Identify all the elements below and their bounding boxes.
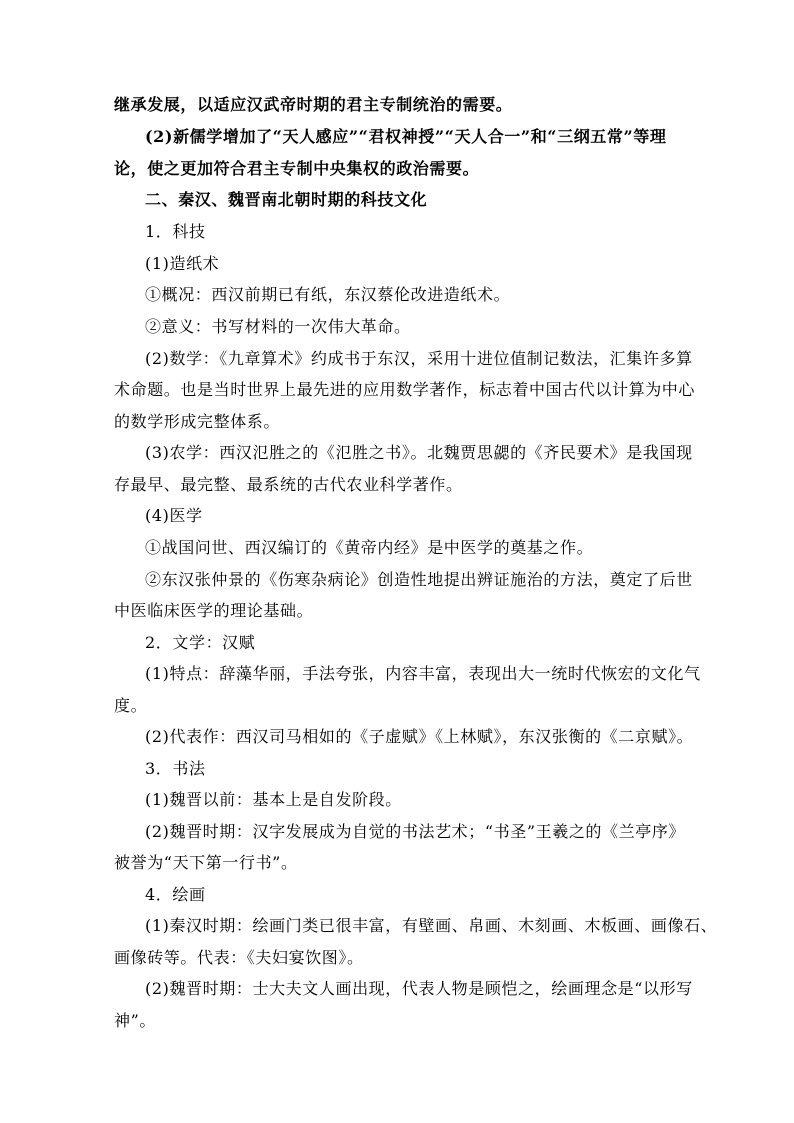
item-mathematics: (2)数学：《九章算术》约成书于东汉，采用十进位值制记数法，汇集许多算: [145, 349, 693, 368]
item-calligraphy-weijin-cont: 被誉为“天下第一行书”。: [114, 853, 298, 872]
item-agriculture-cont: 存最早、最完整、最系统的古代农业科学著作。: [114, 475, 463, 494]
item-mathematics-cont-1: 术命题。也是当时世界上最先进的应用数学著作，标志着中国古代以计算为中心: [114, 380, 696, 399]
subheading-painting: 4．绘画: [145, 885, 206, 904]
item-painting-weijin: (2)魏晋时期：士大夫文人画出现，代表人物是顾恺之，绘画理念是“以形写: [145, 979, 693, 998]
subheading-calligraphy: 3．书法: [145, 759, 206, 778]
item-papermaking-significance: ②意义：书写材料的一次伟大革命。: [145, 317, 411, 336]
item-fu-works: (2)代表作：西汉司马相如的《子虚赋》《上林赋》，东汉张衡的《二京赋》。: [145, 727, 694, 746]
item-fu-features: (1)特点：辞藻华丽，手法夸张，内容丰富，表现出大一统时代恢宏的文化气: [145, 664, 701, 683]
item-fu-features-cont: 度。: [114, 696, 148, 715]
item-medicine-zhang-cont: 中医临床医学的理论基础。: [114, 601, 314, 620]
item-papermaking: (1)造纸术: [145, 254, 220, 273]
item-painting-qinhan: (1)秦汉时期：绘画门类已很丰富，有壁画、帛画、木刻画、木板画、画像石、: [145, 916, 718, 935]
item-papermaking-overview: ①概况：西汉前期已有纸，东汉蔡伦改进造纸术。: [145, 285, 511, 304]
subheading-science: 1．科技: [145, 222, 206, 241]
subheading-literature: 2．文学：汉赋: [145, 633, 256, 652]
item-painting-weijin-cont: 神”。: [114, 1011, 156, 1030]
item-painting-qinhan-cont: 画像砖等。代表：《夫妇宴饮图》。: [114, 948, 364, 967]
item-calligraphy-before: (1)魏晋以前：基本上是自发阶段。: [145, 790, 402, 809]
item-medicine-huangdi: ①战国问世、西汉编订的《黄帝内经》是中医学的奠基之作。: [145, 538, 594, 557]
item-mathematics-cont-2: 的数学形成完整体系。: [114, 412, 281, 431]
item-medicine: (4)医学: [145, 506, 203, 525]
paragraph-new-confucianism-cont: 论，使之更加符合君主专制中央集权的政治需要。: [114, 159, 480, 178]
section-heading: 二、秦汉、魏晋南北朝时期的科技文化: [145, 190, 428, 209]
item-agriculture: (3)农学：西汉氾胜之的《氾胜之书》。北魏贾思勰的《齐民要术》是我国现: [145, 443, 693, 462]
item-calligraphy-weijin: (2)魏晋时期：汉字发展成为自觉的书法艺术；“书圣”王羲之的《兰亭序》: [145, 822, 686, 841]
paragraph-continuation: 继承发展，以适应汉武帝时期的君主专制统治的需要。: [114, 95, 513, 114]
paragraph-new-confucianism: (2)新儒学增加了“天人感应”“君权神授”“天人合一”和“三纲五常”等理: [145, 127, 667, 146]
item-medicine-zhang: ②东汉张仲景的《伤寒杂病论》创造性地提出辨证施治的方法，奠定了后世: [145, 570, 693, 589]
